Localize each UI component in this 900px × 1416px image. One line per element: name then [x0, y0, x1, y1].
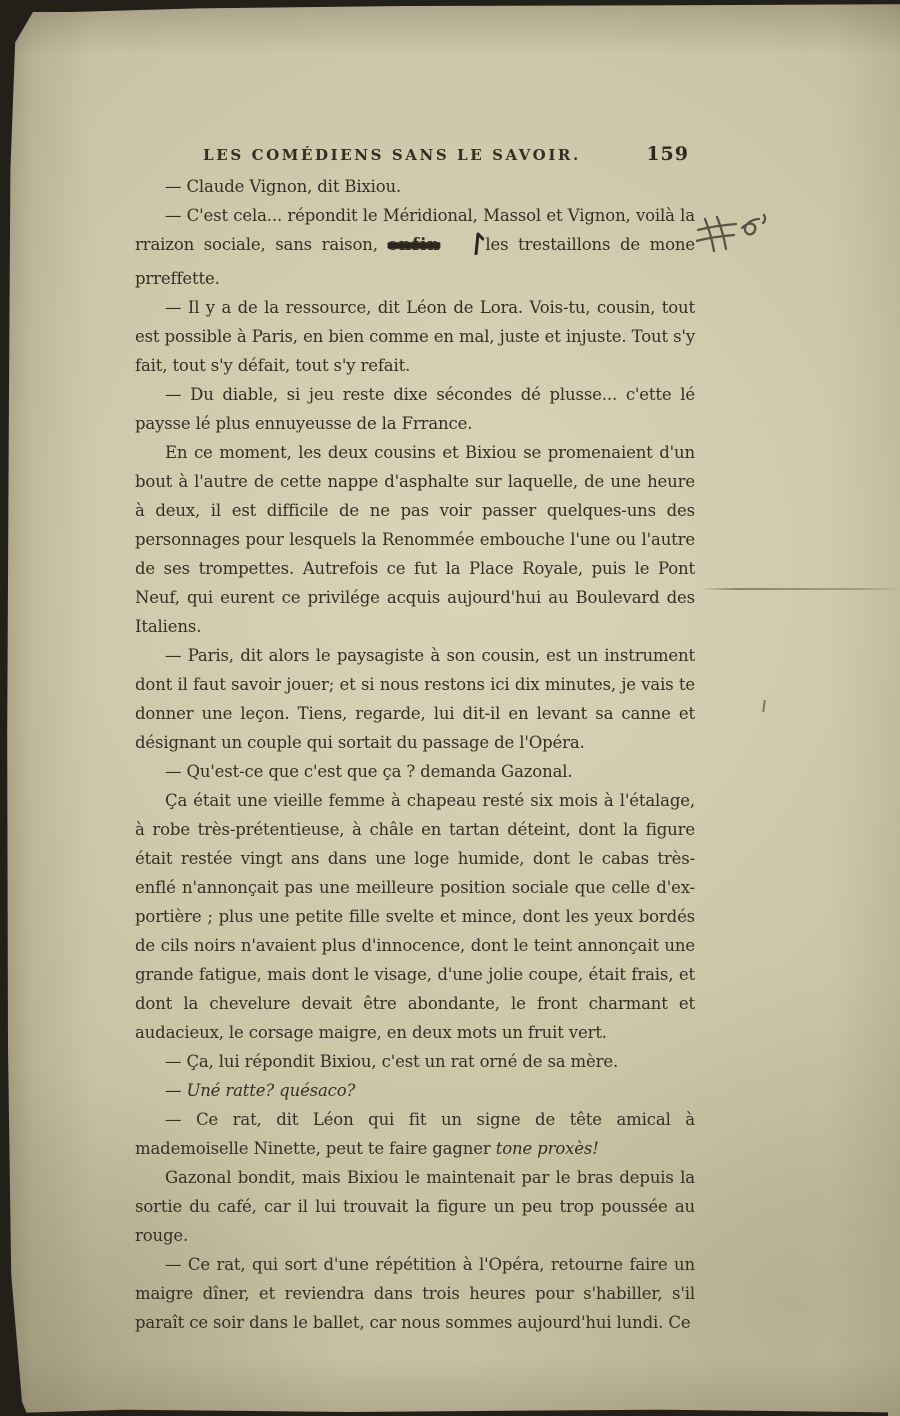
- paragraph-2-text-before: — C'est cela... répondit le Méridional, Massol et Vignon, voilà la rraizon sociale, sans raison,: [135, 206, 695, 254]
- scan-edge-top: [0, 0, 900, 12]
- paragraph-12: Gazonal bondit, mais Bixiou le maintenait par le bras depuis la sortie du café, car il lui trouvait la figure un peu trop poussée au rouge.: [135, 1168, 695, 1245]
- paragraph-2-text-after: les trestaillons de mone prreffette.: [135, 235, 695, 288]
- paragraph-13: — Ce rat, qui sort d'une répétition à l'Opéra, retourne faire un maigre dîner, et reviendra dans trois heures pour s'habiller, s'il paraît ce soir dans le ballet, car nous sommes aujourd'hui lundi. Ce: [135, 1255, 695, 1332]
- scan-edge-left: [0, 0, 40, 1416]
- paragraph-8: Ça était une vieille femme à chapeau resté six mois à l'étalage, à robe très-prétentieuse, à châle en tartan déteint, dont la figure était restée vingt ans dans une loge humide, dont le cabas très-enflé n'annonçait pas une meilleure position sociale que celle d'ex-portière ; plus une petite fille svelte et mince, dont les yeux bordés de cils noirs n'avaient plus d'innocence, dont le teint annonçait une grande fatigue, mais dont le visage, d'une jolie coupe, était frais, et dont la chevelure devait être abondante, le front charmant et audacieux, le corsage maigre, en deux mots un fruit vert.: [135, 791, 695, 1042]
- paragraph-11-text: — Ce rat, dit Léon qui fit un signe de tête amical à mademoiselle Ninette, peut te faire gagner: [135, 1110, 695, 1158]
- text-block: [135, 172, 695, 1337]
- paragraph-6: — Paris, dit alors le paysagiste à son cousin, est un instrument dont il faut savoir jouer; et si nous restons ici dix minutes, je vais te donner une leçon. Tiens, regarde, lui dit-il en levant sa canne et désignant un couple qui sortait du passage de l'Opéra.: [135, 646, 695, 752]
- paragraph-11-italic: tone proxès!: [495, 1139, 599, 1158]
- paragraph-10: — Uné ratte? quésaco?: [165, 1081, 356, 1100]
- scan-edge-bottom: [18, 1407, 888, 1416]
- paragraph-11: [135, 1105, 695, 1163]
- insertion-caret-mark: [443, 231, 484, 264]
- ink-speck: [762, 700, 766, 712]
- paragraph-4: — Du diable, si jeu reste dixe sécondes dé plusse... c'ette lé paysse lé plus ennuyeusse de la Frrance.: [135, 385, 695, 433]
- paragraph-3: — Il y a de la ressource, dit Léon de Lora. Vois-tu, cousin, tout est possible à Paris, en bien comme en mal, juste et injuste. Tout s'y fait, tout s'y défait, tout s'y refait.: [135, 298, 695, 375]
- page-header: [135, 143, 693, 172]
- scratch-line: [700, 588, 900, 590]
- running-title: LES COMÉDIENS SANS LE SAVOIR.: [203, 146, 581, 164]
- struck-word: enfin: [387, 235, 441, 254]
- page-number: 159: [646, 143, 689, 165]
- paragraph-5: En ce moment, les deux cousins et Bixiou se promenaient d'un bout à l'autre de cette nappe d'asphalte sur laquelle, de une heure à deux, il est difficile de ne pas voir passer quelques-uns des personnages pour lesquels la Renommée embouche l'une ou l'autre de ses trompettes. Autrefois ce fut la Place Royale, puis le Pont Neuf, qui eurent ce privilége acquis aujourd'hui au Boulevard des Italiens.: [135, 443, 695, 636]
- paragraph-7: — Qu'est-ce que c'est que ça ? demanda Gazonal.: [165, 762, 573, 781]
- handwritten-correction-mark: [696, 212, 774, 260]
- paragraph-1: — Claude Vignon, dit Bixiou.: [165, 177, 402, 196]
- paragraph-9: — Ça, lui répondit Bixiou, c'est un rat orné de sa mère.: [165, 1052, 619, 1071]
- paragraph-2: [135, 201, 695, 293]
